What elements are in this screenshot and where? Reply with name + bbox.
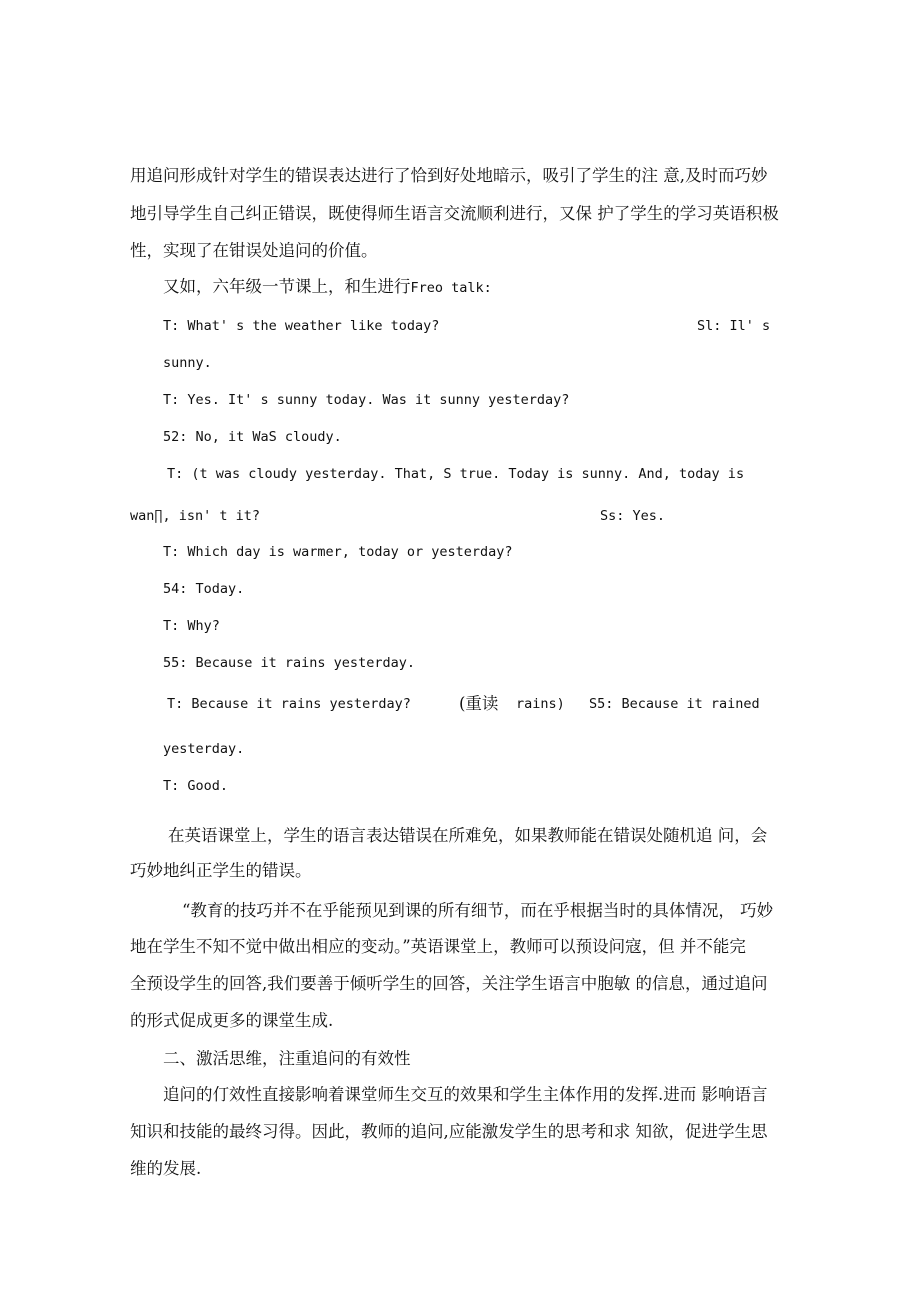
dialogue-line-11-note-word: rains) (516, 696, 565, 712)
dialogue-line-7: T: Which day is warmer, today or yesterday? (163, 544, 513, 560)
paragraph-4-line-1: 追问的仃效性直接影响着课堂师生交互的效果和学生主体作用的发挥.进而 影响语言 (163, 1085, 768, 1104)
paragraph-2-line-1: 在英语课堂上，学生的语言表达错误在所难免，如果教师能在错误处随机追 问，会 (168, 826, 768, 845)
dialogue-line-11-question: T: Because it rains yesterday? (167, 696, 411, 712)
dialogue-line-3: T: Yes. It' s sunny today. Was it sunny yesterday? (163, 392, 570, 408)
paragraph-4-line-3: 维的发展. (130, 1159, 202, 1178)
dialogue-line-11-note-open: (重读 (459, 694, 499, 713)
dialogue-line-2: sunny. (163, 355, 212, 371)
paragraph-3-line-3: 全预设学生的回答,我们要善于倾听学生的回答，关注学生语言中胞敏 的信息，通过追问 (130, 974, 768, 993)
dialogue-line-1: T: What' s the weather like today? (163, 318, 440, 334)
paragraph-4-line-2: 知识和技能的最终习得。因此，教师的追问,应能激发学生的思考和求 知欲，促进学生思 (130, 1122, 768, 1141)
section-heading: 二、激活思维，注重追问的有效性 (163, 1049, 411, 1068)
paragraph-1-line-1: 用追问形成针对学生的错误表达进行了恰到好处地暗示，吸引了学生的注 意,及时而巧妙 (130, 166, 768, 185)
paragraph-1-line-2: 地引导学生自己纠正错误，既使得师生语言交流顺利进行，又保 护了学生的学习英语积极 (130, 204, 779, 223)
dialogue-line-11-response: S5: Because it rained (589, 696, 760, 712)
paragraph-2-line-2: 巧妙地纠正学生的错误。 (130, 861, 312, 880)
dialogue-line-4: 52: No, it WaS cloudy. (163, 429, 342, 445)
dialogue-line-6: wan∏, isn' t it? (130, 508, 261, 524)
paragraph-3-line-4: 的形式促成更多的课堂生成. (130, 1011, 334, 1030)
paragraph-1-line-3: 性，实现了在钳误处追问的价值。 (130, 241, 378, 260)
dialogue-line-1-response: Sl: Il' s (697, 318, 771, 334)
paragraph-3-line-2: 地在学生不知不觉中做出相应的变动。”英语课堂上，教师可以预设问寇，但 并不能完 (130, 937, 746, 956)
dialogue-line-10: 55: Because it rains yesterday. (163, 655, 415, 671)
dialogue-intro-chinese: 又如，六年级一节课上，和生进行 (163, 277, 411, 296)
dialogue-line-9: T: Why? (163, 618, 220, 634)
dialogue-line-12: yesterday. (163, 741, 245, 757)
dialogue-line-8: 54: Today. (163, 581, 245, 597)
dialogue-line-6-response: Ss: Yes. (600, 508, 666, 524)
dialogue-line-13: T: Good. (163, 778, 229, 794)
paragraph-3-line-1: “教育的技巧并不在乎能预见到课的所有细节，而在乎根据当时的具体情况， 巧妙 (182, 901, 774, 920)
dialogue-line-5: T: (t was cloudy yesterday. That, S true. Today is sunny. And, today is (167, 466, 745, 482)
dialogue-intro-english: Freo talk: (410, 280, 492, 296)
dialogue-intro (163, 269, 492, 306)
